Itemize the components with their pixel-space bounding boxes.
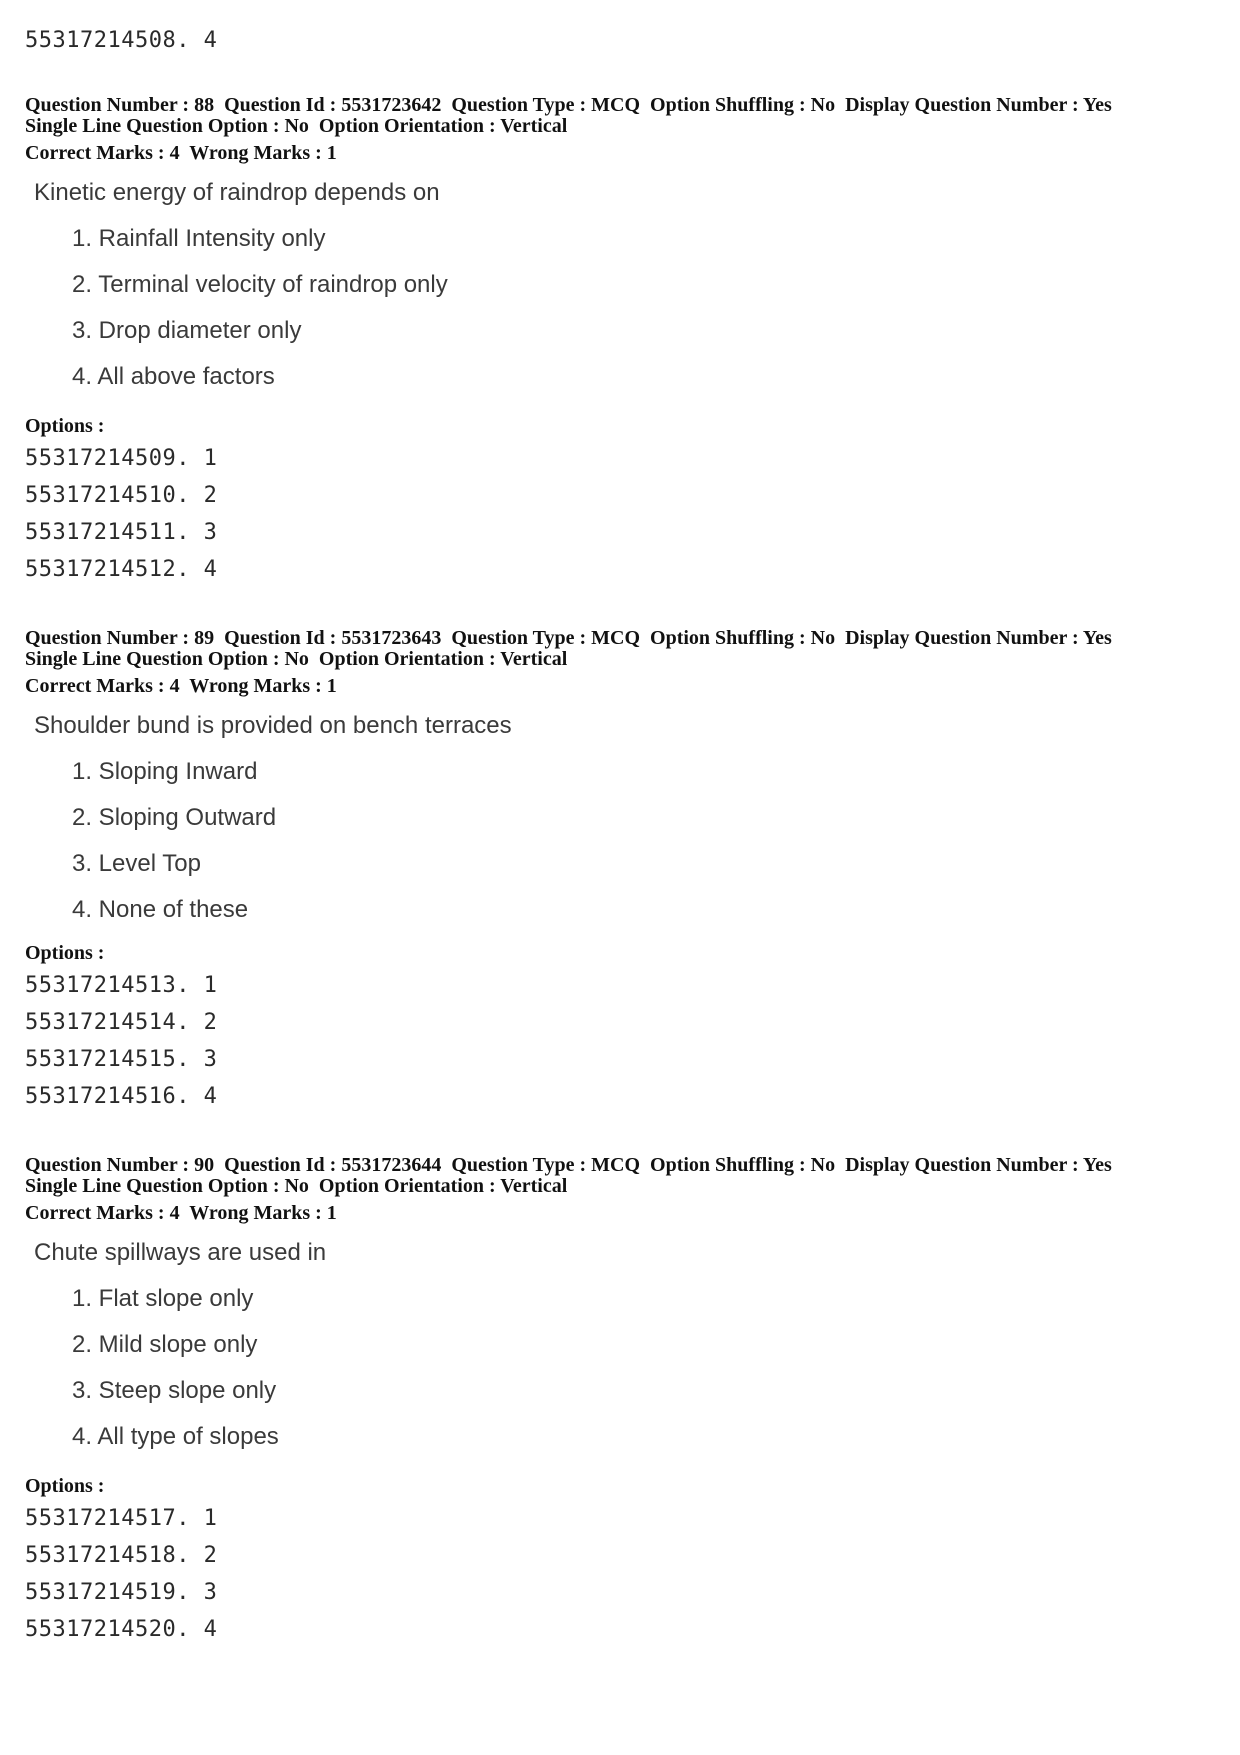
choice-item: 1. Sloping Inward bbox=[72, 758, 258, 785]
choice-item: 3. Steep slope only bbox=[72, 1377, 277, 1404]
question-meta-line2: Single Line Question Option : No Option Orientation : Vertical bbox=[25, 1175, 568, 1197]
question-text: Chute spillways are used in bbox=[34, 1239, 327, 1266]
option-id-item: 55317214511. 3 bbox=[25, 520, 218, 545]
options-label: Options : bbox=[25, 1475, 105, 1497]
question-text: Shoulder bund is provided on bench terraces bbox=[34, 712, 512, 739]
choice-item: 2. Mild slope only bbox=[72, 1331, 258, 1358]
question-marks: Correct Marks : 4 Wrong Marks : 1 bbox=[25, 675, 337, 697]
option-id-item: 55317214515. 3 bbox=[25, 1047, 218, 1072]
choice-item: 4. All type of slopes bbox=[72, 1423, 279, 1450]
choice-item: 4. None of these bbox=[72, 896, 249, 923]
question-meta-line1: Question Number : 90 Question Id : 5531723644 Question Type : MCQ Option Shuffling : No Display Question Number : Yes bbox=[25, 1154, 1112, 1176]
question-meta-line2: Single Line Question Option : No Option Orientation : Vertical bbox=[25, 648, 568, 670]
options-label: Options : bbox=[25, 942, 105, 964]
option-id-item: 55317214513. 1 bbox=[25, 973, 218, 998]
option-id-item: 55317214519. 3 bbox=[25, 1580, 218, 1605]
option-id-list bbox=[25, 1500, 1215, 1648]
option-id-item: 55317214510. 2 bbox=[25, 483, 218, 508]
options-label: Options : bbox=[25, 415, 105, 437]
question-meta-line1: Question Number : 88 Question Id : 5531723642 Question Type : MCQ Option Shuffling : No Display Question Number : Yes bbox=[25, 94, 1112, 116]
question-marks: Correct Marks : 4 Wrong Marks : 1 bbox=[25, 1202, 337, 1224]
question-meta-line2: Single Line Question Option : No Option Orientation : Vertical bbox=[25, 115, 568, 137]
question-text: Kinetic energy of raindrop depends on bbox=[34, 179, 440, 206]
choice-item: 2. Terminal velocity of raindrop only bbox=[72, 271, 448, 298]
previous-option-line: 55317214508. 4 bbox=[25, 28, 218, 53]
option-id-item: 55317214514. 2 bbox=[25, 1010, 218, 1035]
choice-item: 1. Flat slope only bbox=[72, 1285, 254, 1312]
choice-item: 3. Level Top bbox=[72, 850, 201, 877]
option-id-item: 55317214516. 4 bbox=[25, 1084, 218, 1109]
option-id-item: 55317214520. 4 bbox=[25, 1617, 218, 1642]
option-id-item: 55317214512. 4 bbox=[25, 557, 218, 582]
question-block-90 bbox=[25, 1155, 1215, 1648]
option-id-list bbox=[25, 440, 1215, 588]
option-id-item: 55317214518. 2 bbox=[25, 1543, 218, 1568]
choice-item: 3. Drop diameter only bbox=[72, 317, 302, 344]
document-page bbox=[25, 22, 1215, 1648]
choice-item: 4. All above factors bbox=[72, 363, 275, 390]
choice-item: 1. Rainfall Intensity only bbox=[72, 225, 326, 252]
option-id-item: 55317214517. 1 bbox=[25, 1506, 218, 1531]
question-meta-line1: Question Number : 89 Question Id : 5531723643 Question Type : MCQ Option Shuffling : No Display Question Number : Yes bbox=[25, 627, 1112, 649]
question-marks: Correct Marks : 4 Wrong Marks : 1 bbox=[25, 142, 337, 164]
question-block-88 bbox=[25, 95, 1215, 588]
choice-item: 2. Sloping Outward bbox=[72, 804, 277, 831]
option-id-list bbox=[25, 967, 1215, 1115]
option-id-item: 55317214509. 1 bbox=[25, 446, 218, 471]
question-block-89 bbox=[25, 628, 1215, 1115]
